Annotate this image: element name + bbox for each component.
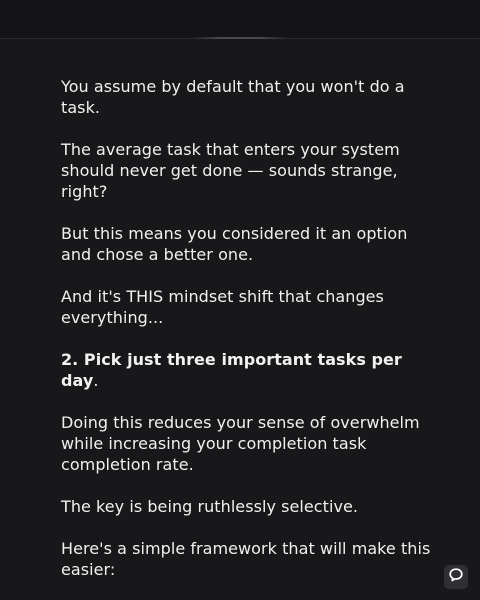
article-body: [61, 76, 431, 600]
paragraph-default-assumption: You assume by default that you won't do a task.: [61, 77, 405, 117]
chat-button[interactable]: [444, 565, 468, 589]
paragraph-mindset-shift: And it's THIS mindset shift that changes everything...: [61, 287, 384, 327]
paragraph-overwhelm: Doing this reduces your sense of overwhelm while increasing your completion task completion rate.: [61, 413, 420, 474]
paragraph-framework: Here's a simple framework that will make this easier:: [61, 539, 431, 579]
paragraph-average-task: The average task that enters your system should never get done — sounds strange, right?: [61, 140, 400, 201]
paragraph-ruthlessly-selective: The key is being ruthlessly selective.: [61, 497, 359, 516]
chat-bubble-icon: [448, 567, 464, 587]
scroll-indicator: [192, 37, 288, 39]
top-bar: [0, 0, 480, 39]
paragraph-better-option: But this means you considered it an option and chose a better one.: [61, 224, 408, 264]
section-heading-period: .: [93, 371, 99, 390]
section-heading-bold: 2. Pick just three important tasks per day: [61, 350, 402, 390]
section-heading: [61, 349, 431, 391]
